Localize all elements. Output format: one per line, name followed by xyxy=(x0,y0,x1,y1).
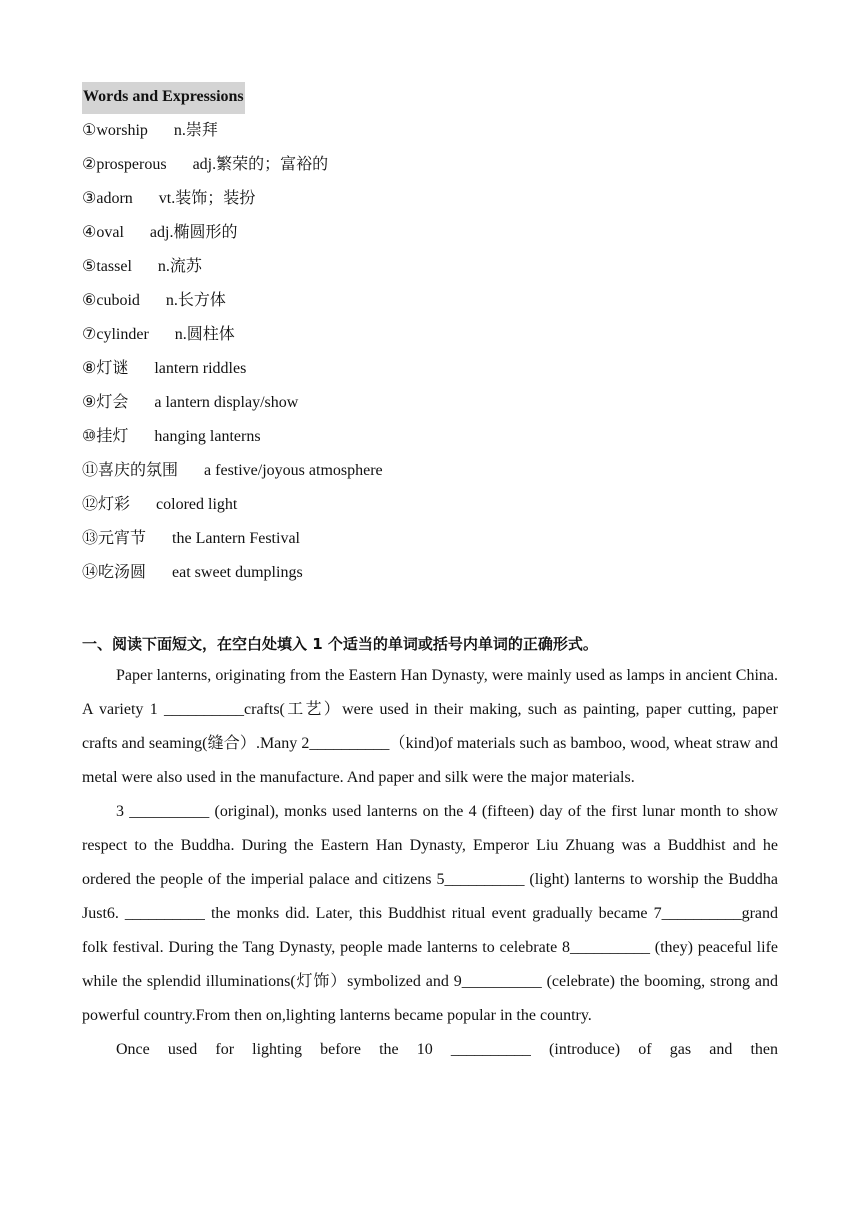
vocab-number: ⑬ xyxy=(82,530,99,547)
vocab-item xyxy=(82,216,778,250)
vocab-item xyxy=(82,182,778,216)
vocab-meaning: eat sweet dumplings xyxy=(172,564,303,581)
exercise-instruction: 一、阅读下面短文，在空白处填入 1 个适当的单词或括号内单词的正确形式。 xyxy=(82,635,598,653)
passage-paragraph-3: Once used for lighting before the 10 __________ (introduce) of gas and then xyxy=(116,1041,778,1058)
vocab-number: ⑭ xyxy=(82,564,99,581)
vocab-item xyxy=(82,386,778,420)
vocab-meaning: n.长方体 xyxy=(165,292,226,309)
vocab-number: ⑤ xyxy=(82,258,97,275)
vocab-item xyxy=(82,454,778,488)
vocab-item xyxy=(82,352,778,386)
vocab-term: tassel xyxy=(96,258,132,275)
vocab-term: 灯会 xyxy=(96,394,129,411)
vocab-number: ⑪ xyxy=(82,462,99,479)
vocab-number: ⑧ xyxy=(82,360,97,377)
document-page xyxy=(82,82,778,1067)
vocab-item xyxy=(82,522,778,556)
vocab-meaning: colored light xyxy=(156,496,238,513)
passage-paragraph-2: 3 __________ (original), monks used lanterns on the 4 (fifteen) day of the first lunar month to show respect to the Buddha. During the Eastern Han Dynasty, Emperor Liu Zhuang was a Buddhist and he ordered the people of the imperial palace and citizens 5__________ (light) lanterns to worship the Buddha Just6. __________ the monks did. Later, this Buddhist ritual event gradually became 7__________grand folk festival. During the Tang Dynasty, people made lanterns to celebrate 8__________ (they) peaceful life while the splendid illuminations(灯饰）symbolized and 9__________ (celebrate) the booming, strong and powerful country.From then on,lighting lanterns became popular in the country. xyxy=(82,803,778,1024)
vocab-term: worship xyxy=(96,122,148,139)
vocab-meaning: n.崇拜 xyxy=(173,122,218,139)
vocab-term: 元宵节 xyxy=(98,530,147,547)
passage-paragraph-1: Paper lanterns, originating from the Eastern Han Dynasty, were mainly used as lamps in ancient China. A variety 1 __________crafts(工艺）were used in their making, such as painting, paper cutting, paper crafts and seaming(缝合）.Many 2__________（kind)of materials such as bamboo, wood, wheat straw and metal were also used in the manufacture. And paper and silk were the major materials. xyxy=(82,667,778,786)
vocab-term: 吃汤圆 xyxy=(98,564,147,581)
vocab-number: ⑩ xyxy=(82,428,97,445)
vocab-list xyxy=(82,114,778,590)
vocab-item xyxy=(82,556,778,590)
vocab-term: prosperous xyxy=(96,156,167,173)
vocab-number: ⑫ xyxy=(82,496,99,513)
vocab-meaning: lantern riddles xyxy=(154,360,247,377)
words-and-expressions-heading xyxy=(82,82,778,114)
vocab-term: oval xyxy=(96,224,124,241)
vocab-item xyxy=(82,114,778,148)
vocab-item xyxy=(82,318,778,352)
vocab-meaning: n.圆柱体 xyxy=(174,326,235,343)
vocab-number: ⑨ xyxy=(82,394,97,411)
vocab-meaning: a lantern display/show xyxy=(154,394,299,411)
vocab-number: ① xyxy=(82,122,97,139)
vocab-item xyxy=(82,488,778,522)
vocab-item xyxy=(82,250,778,284)
vocab-term: cylinder xyxy=(96,326,149,343)
vocab-number: ④ xyxy=(82,224,97,241)
vocab-term: adorn xyxy=(96,190,133,207)
vocab-term: 灯谜 xyxy=(96,360,129,377)
vocab-term: cuboid xyxy=(96,292,140,309)
vocab-meaning: adj.繁荣的；富裕的 xyxy=(192,156,329,173)
heading-text: Words and Expressions xyxy=(82,82,245,114)
vocab-meaning: vt.装饰；装扮 xyxy=(158,190,256,207)
vocab-meaning: the Lantern Festival xyxy=(172,530,300,547)
vocab-item xyxy=(82,284,778,318)
vocab-number: ③ xyxy=(82,190,97,207)
vocab-number: ⑥ xyxy=(82,292,97,309)
vocab-meaning: hanging lanterns xyxy=(154,428,261,445)
vocab-meaning: a festive/joyous atmosphere xyxy=(204,462,383,479)
vocab-term: 喜庆的氛围 xyxy=(98,462,179,479)
vocab-item xyxy=(82,420,778,454)
vocab-term: 挂灯 xyxy=(96,428,129,445)
vocab-number: ⑦ xyxy=(82,326,97,343)
vocab-item xyxy=(82,148,778,182)
vocab-term: 灯彩 xyxy=(98,496,131,513)
vocab-meaning: adj.椭圆形的 xyxy=(149,224,238,241)
vocab-meaning: n.流苏 xyxy=(157,258,202,275)
vocab-number: ② xyxy=(82,156,97,173)
